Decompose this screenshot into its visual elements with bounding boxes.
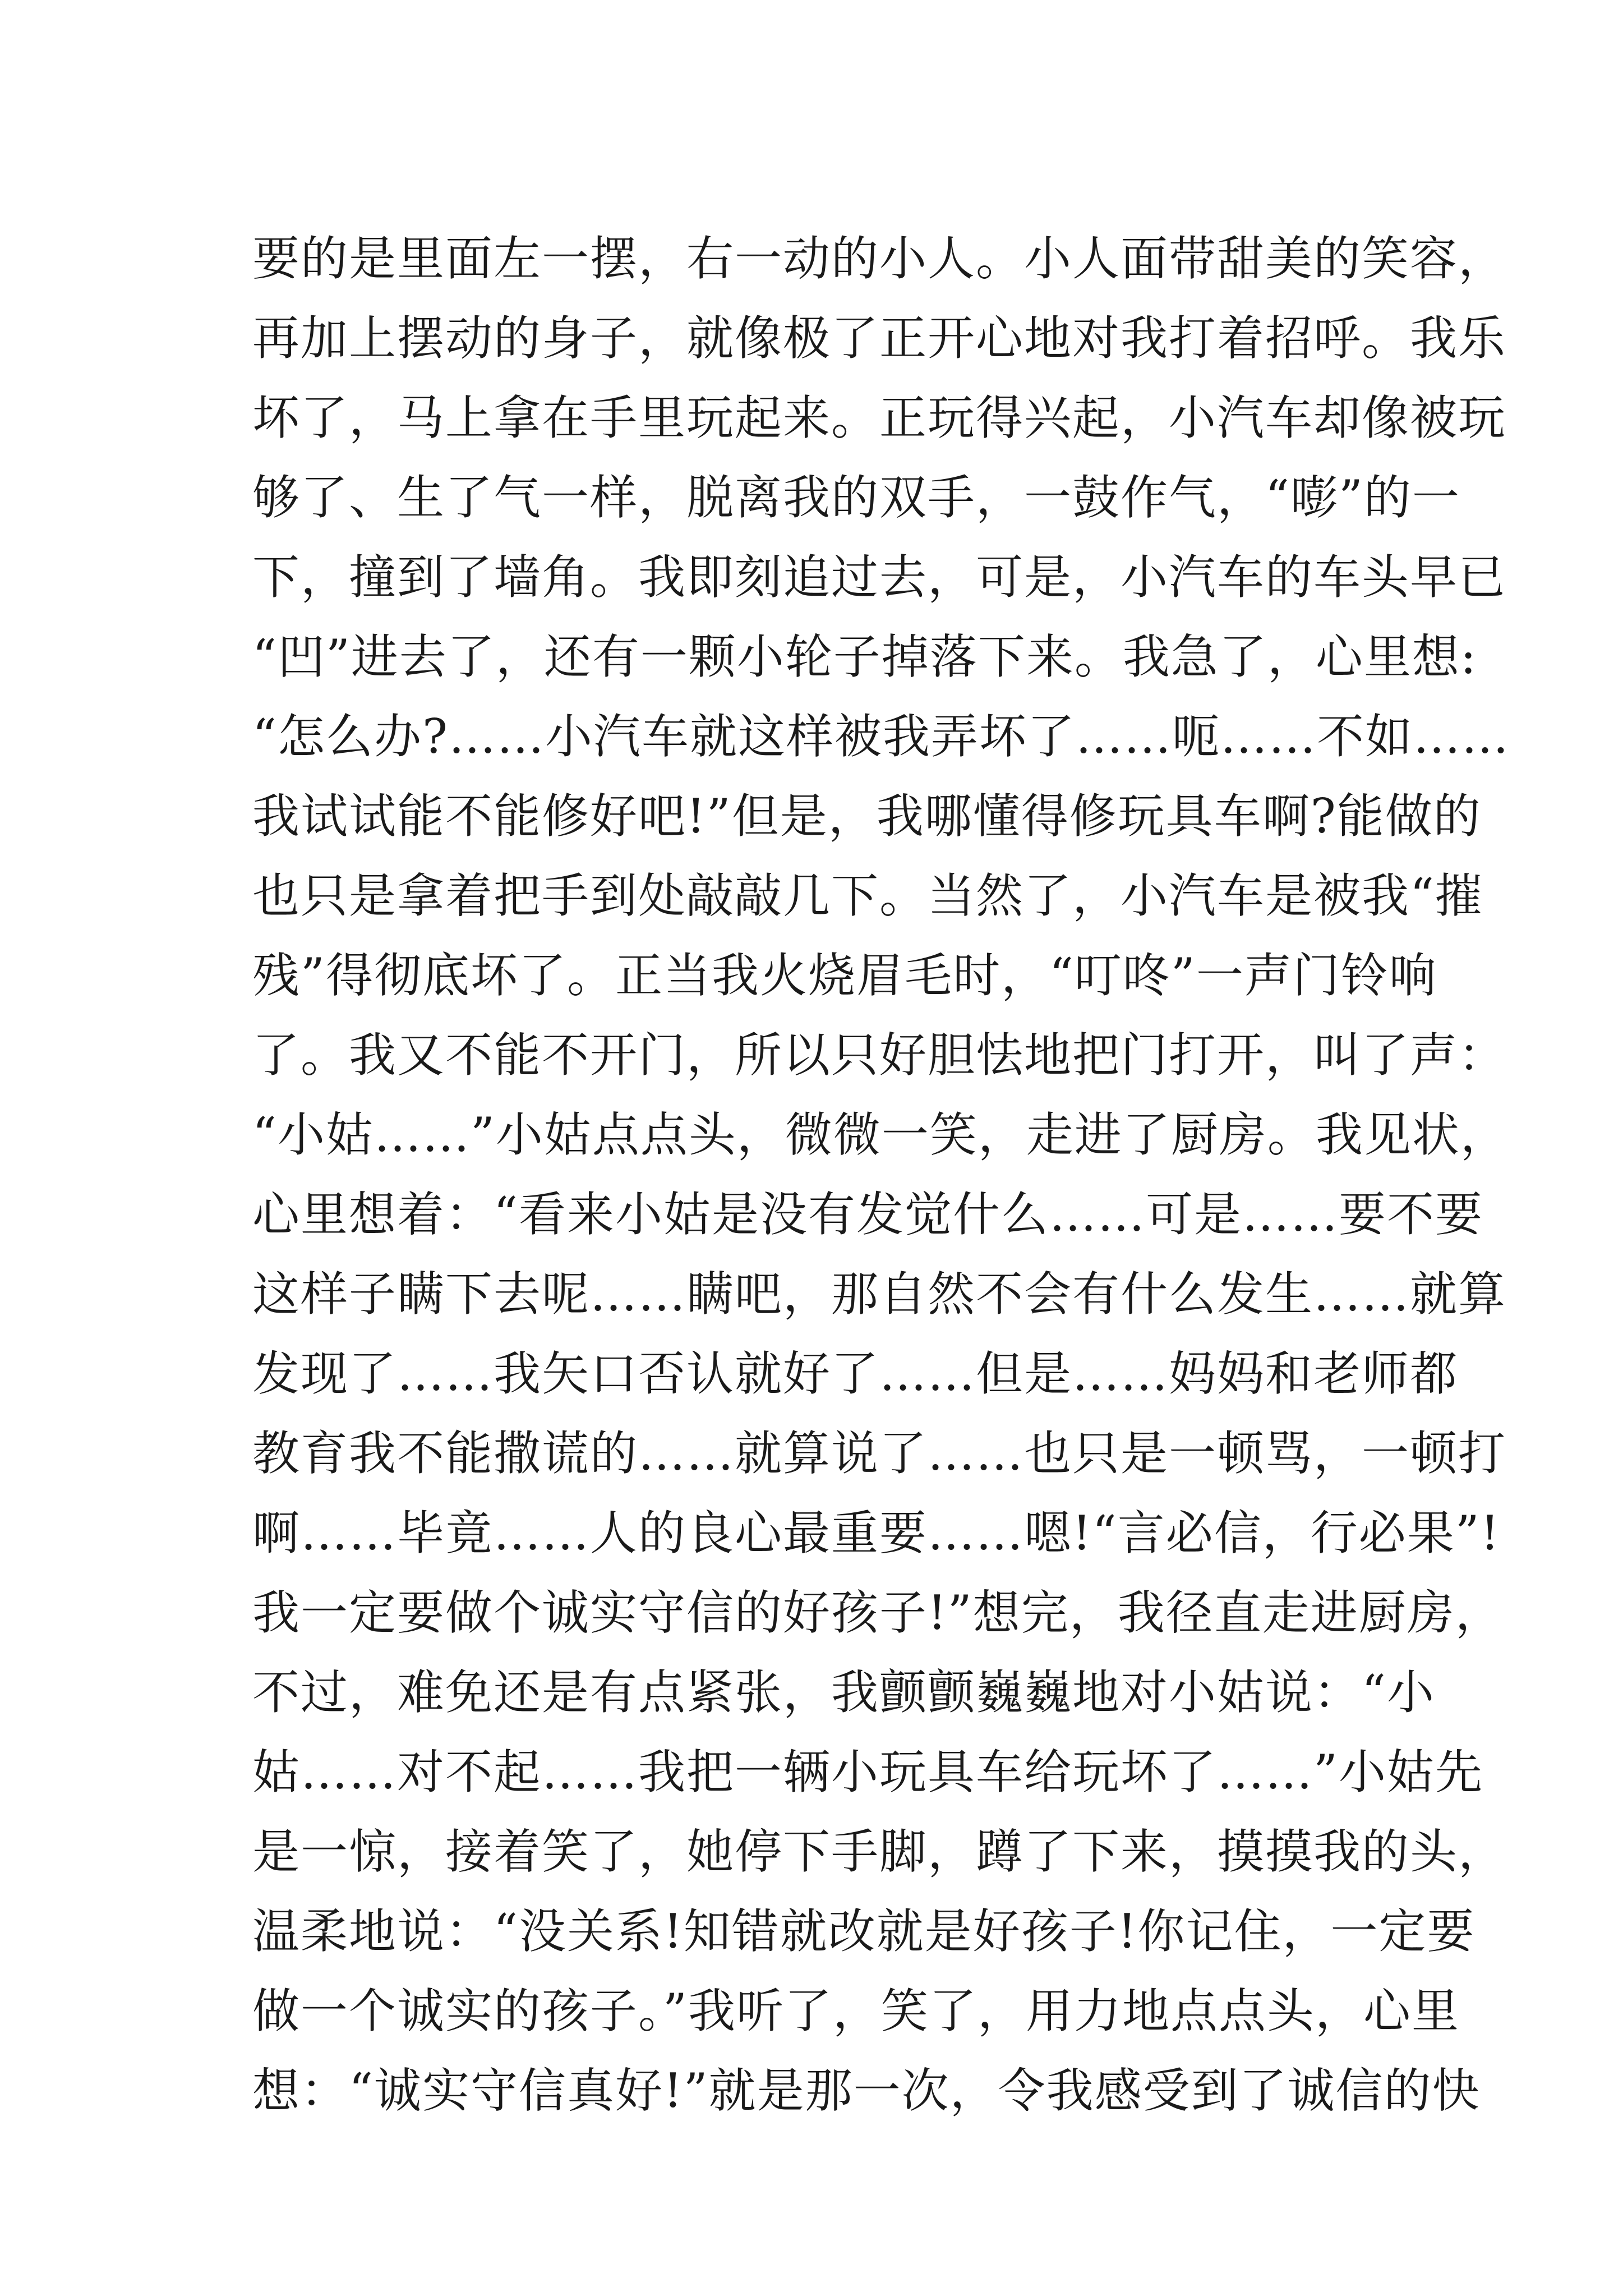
text-line: 啊……毕竟……人的良心最重要……嗯!“言必信，行必果”! xyxy=(252,1506,1501,1561)
text-line: 残”得彻底坏了。正当我火烧眉毛时，“叮咚”一声门铃响 xyxy=(252,948,1437,1003)
text-line: 也只是拿着把手到处敲敲几下。当然了，小汽车是被我“摧 xyxy=(252,868,1483,923)
text-line: 坏了，马上拿在手里玩起来。正玩得兴起，小汽车却像被玩 xyxy=(252,390,1507,445)
text-line: “凹”进去了，还有一颗小轮子掉落下来。我急了，心里想: xyxy=(252,629,1478,684)
text-line: 够了、生了气一样，脱离我的双手，一鼓作气，“嘭”的一 xyxy=(252,470,1460,525)
text-line: 姑……对不起……我把一辆小玩具车给玩坏了……”小姑先 xyxy=(252,1745,1483,1800)
text-line: 是一惊，接着笑了，她停下手脚，蹲了下来，摸摸我的头， xyxy=(252,1824,1507,1879)
text-line: 想：“诚实守信真好!”就是那一次，令我感受到了诚信的快 xyxy=(252,2063,1481,2118)
text-line: “小姑……”小姑点点头，微微一笑，走进了厨房。我见状， xyxy=(252,1107,1509,1162)
text-line: 温柔地说：“没关系!知错就改就是好孩子!你记住，一定要 xyxy=(252,1904,1476,1959)
text-line: 做一个诚实的孩子。”我听了，笑了，用力地点点头，心里 xyxy=(252,1984,1460,2039)
text-line: 这样子瞒下去呢……瞒吧，那自然不会有什么发生……就算 xyxy=(252,1267,1507,1322)
text-line: 心里想着：“看来小姑是没有发觉什么……可是……要不要 xyxy=(252,1187,1483,1242)
body-text xyxy=(252,219,1510,2131)
text-line: 再加上摆动的身子，就像极了正开心地对我打着招呼。我乐 xyxy=(252,311,1507,366)
text-line: 不过，难免还是有点紧张，我颤颤巍巍地对小姑说：“小 xyxy=(252,1665,1435,1720)
text-line: “怎么办?……小汽车就这样被我弄坏了……呃……不如…… xyxy=(252,709,1510,764)
text-line: 了。我又不能不开门，所以只好胆怯地把门打开，叫了声： xyxy=(252,1028,1507,1083)
text-line: 要的是里面左一摆，右一动的小人。小人面带甜美的笑容， xyxy=(252,231,1507,286)
text-line: 我试试能不能修好吧!”但是，我哪懂得修玩具车啊?能做的 xyxy=(252,789,1482,844)
text-line: 教育我不能撒谎的……就算说了……也只是一顿骂，一顿打 xyxy=(252,1426,1507,1481)
text-line: 我一定要做个诚实守信的好孩子!”想完，我径直走进厨房， xyxy=(252,1585,1504,1640)
text-line: 下，撞到了墙角。我即刻追过去，可是，小汽车的车头早已 xyxy=(252,550,1507,605)
text-line: 发现了……我矢口否认就好了……但是……妈妈和老师都 xyxy=(252,1346,1459,1401)
